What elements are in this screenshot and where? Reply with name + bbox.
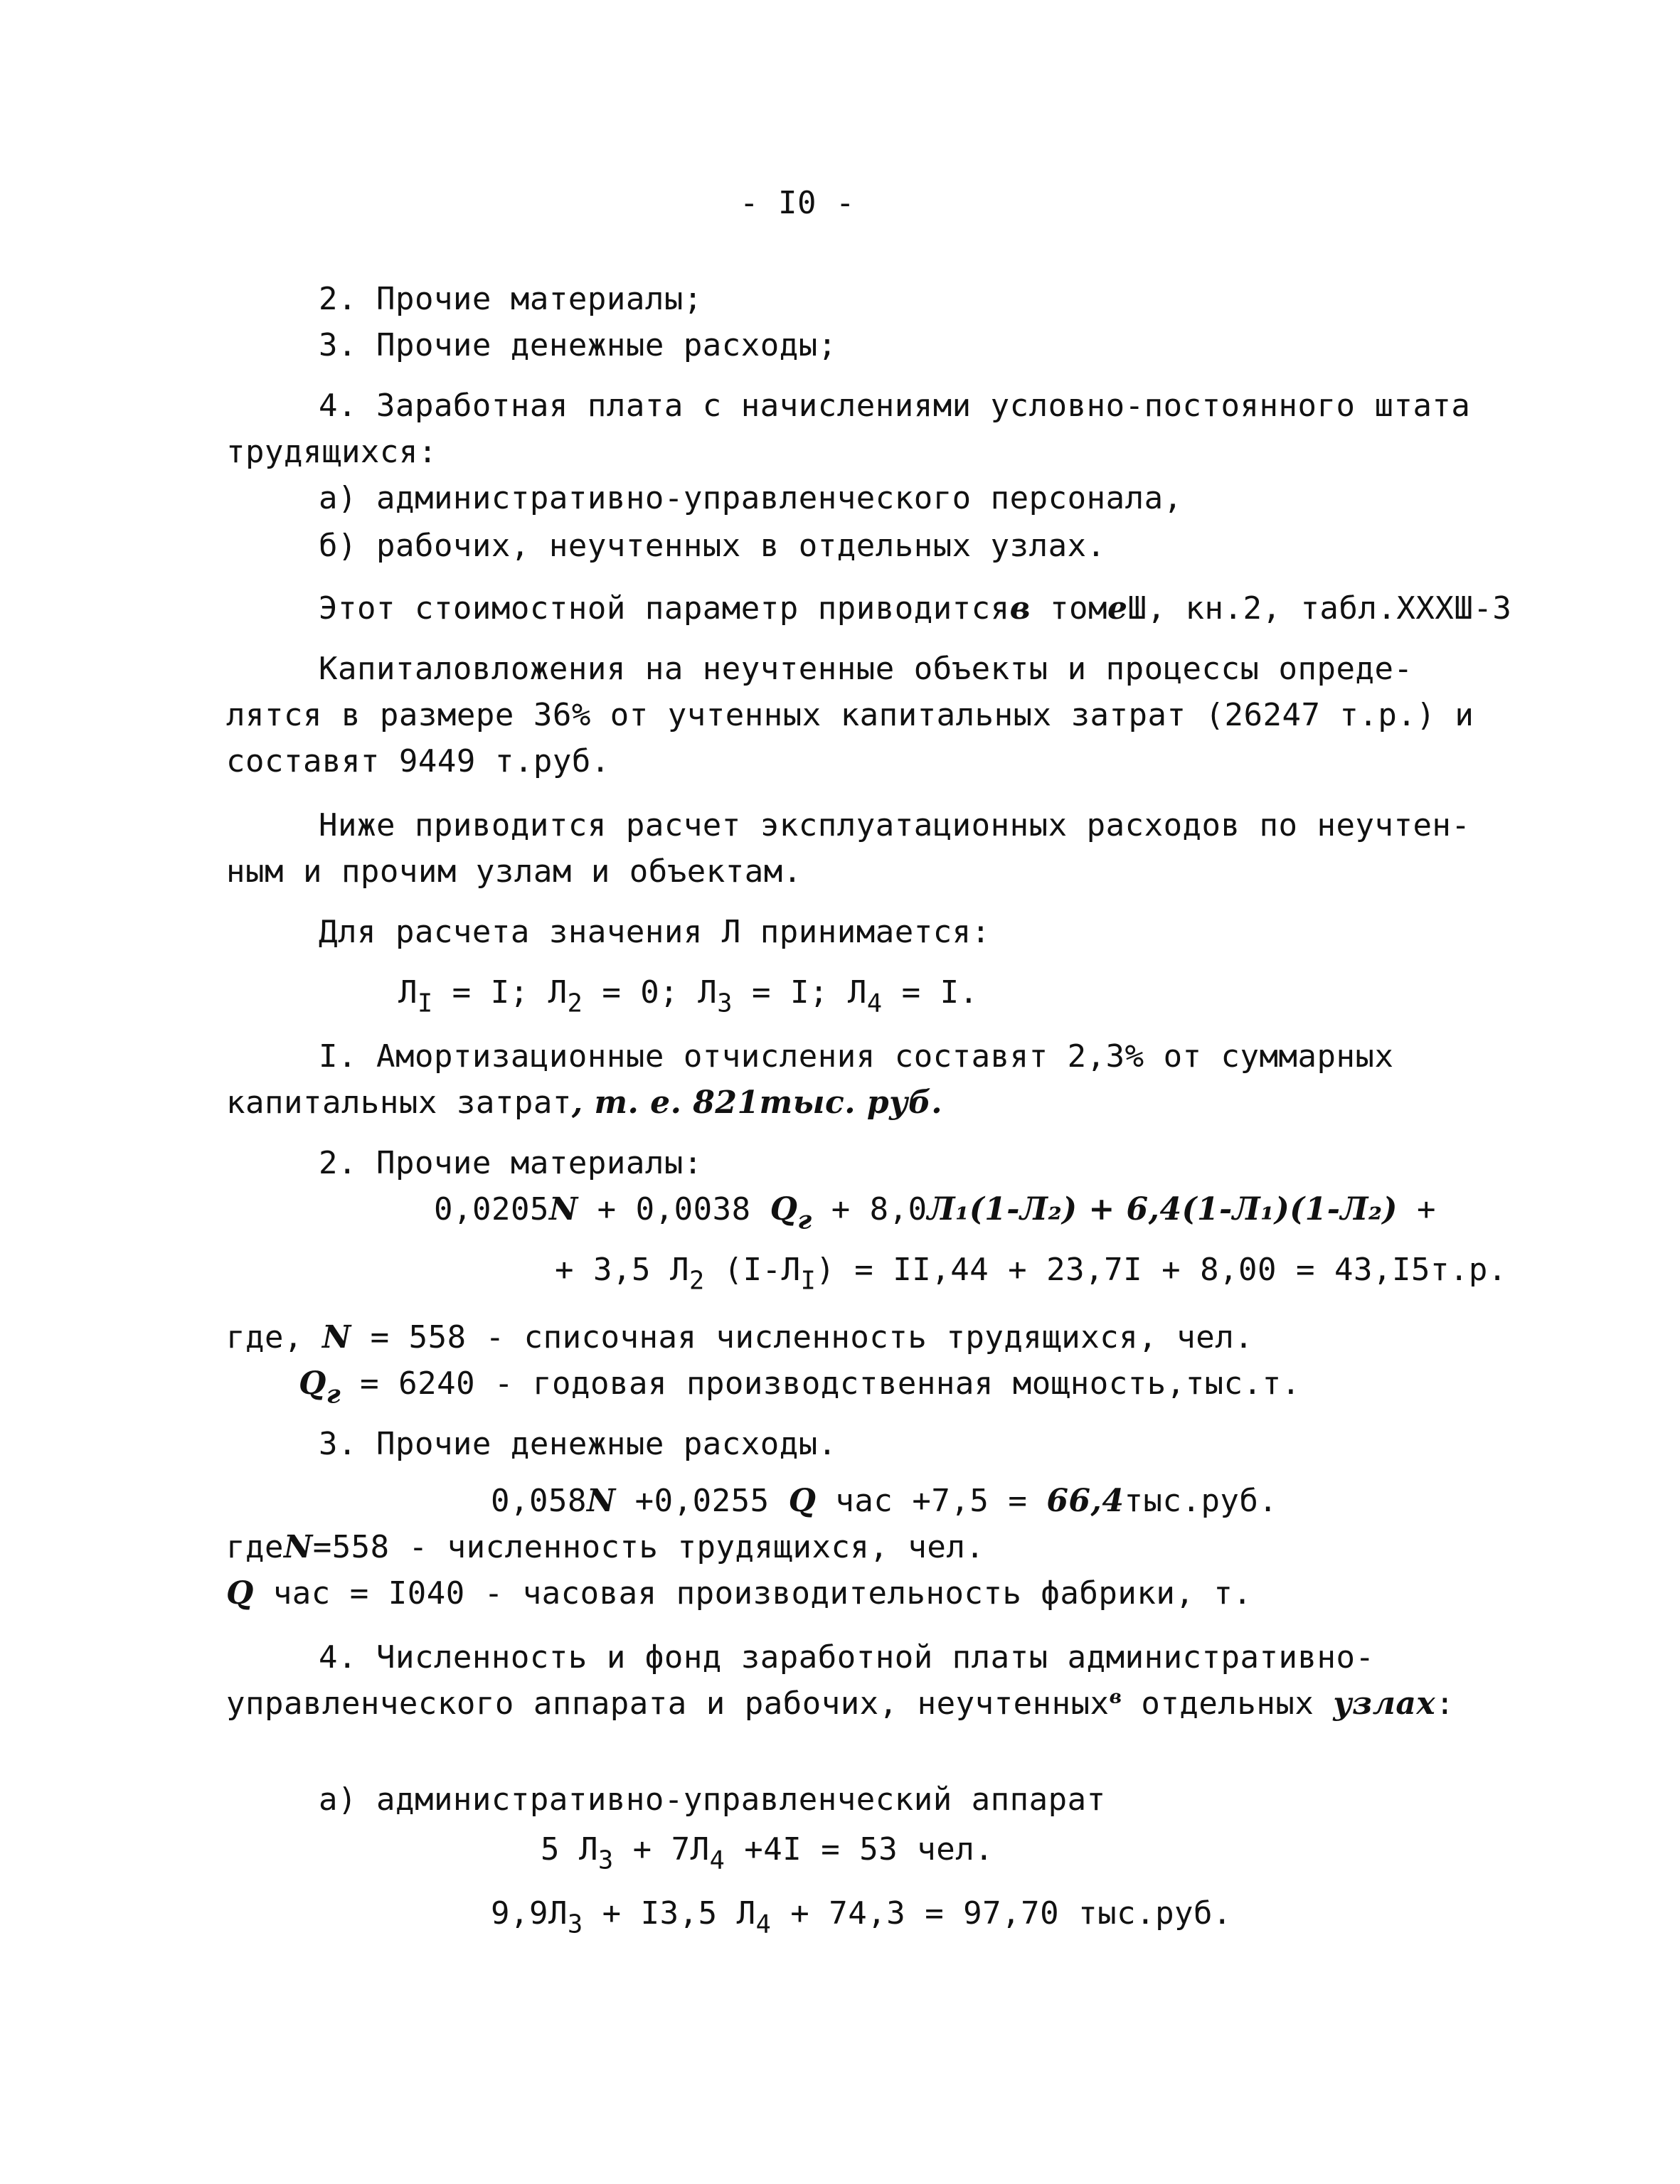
calc-intro-line1: Ниже приводится расчет эксплуатационных расходов по неучтен- (319, 807, 1471, 843)
lambda-4-value: = I. (882, 974, 979, 1011)
colon: : (1435, 1685, 1455, 1722)
staff-text-2: отдельных (1122, 1685, 1334, 1722)
where-label: где, (226, 1319, 322, 1355)
lambda-4-index: 4 (866, 989, 883, 1018)
lambda-3-index: 3 (717, 989, 733, 1018)
handwritten-N: N (321, 1319, 351, 1355)
result-unit: тыс.руб. (1124, 1483, 1278, 1519)
reference-text-before: Этот стоимостной параметр приводится (319, 590, 1010, 627)
coef-1: 0,0205 (434, 1191, 549, 1227)
handwritten-word: узлах (1333, 1685, 1436, 1722)
handwritten-amount: , т. е. 821тыс. руб. (571, 1085, 943, 1121)
term-b: + 7Л (613, 1831, 710, 1868)
amortization-line1: I. Амортизационные отчисления составят 2,3% от суммарных (319, 1038, 1394, 1075)
handwritten-N: N (283, 1529, 313, 1565)
capital-line3: составят 9449 т.руб. (226, 743, 610, 779)
handwritten-Q: Q (299, 1365, 326, 1402)
lambda-values (398, 974, 979, 1018)
lambda-1-index: I (418, 989, 433, 1018)
handwritten-Q: Q (788, 1483, 817, 1519)
plus-sign: + (1397, 1191, 1436, 1227)
item4-line1: 4. Заработная плата с начислениями условно-постоянного штата (319, 388, 1471, 424)
staff-line1: 4. Численность и фонд заработной платы административно- (319, 1639, 1375, 1676)
term-a-index: 3 (597, 1845, 614, 1875)
reference-text-mid: том (1031, 590, 1108, 627)
handwritten-Q: Q (226, 1575, 254, 1612)
term-a-index: 3 (567, 1909, 583, 1939)
capital-line1: Капиталовложения на неучтенные объекты и процессы опреде- (319, 651, 1413, 687)
handwritten-Q: Q (770, 1191, 798, 1227)
materials-formula-1 (434, 1191, 1436, 1235)
term-b: (I-Л (704, 1252, 801, 1288)
other-expenses-title: 3. Прочие денежные расходы. (319, 1426, 837, 1462)
term-a: + 3,5 Л (555, 1252, 689, 1288)
capital-line2: лятся в размере 36% от учтенных капитальных затрат (26247 т.р.) и (226, 697, 1474, 733)
materials-formula-2 (555, 1252, 1507, 1296)
term-b-index: I (800, 1266, 817, 1296)
admin-apparatus-title: а) административно-управленческий аппарат (319, 1781, 1106, 1818)
other-expenses-where-2 (226, 1575, 1252, 1613)
handwritten-N: N (586, 1483, 616, 1519)
coef-1: 0,058 (491, 1483, 587, 1519)
reference-text-after: Ш, кн.2, табл.ХХХШ-3 (1127, 590, 1512, 627)
calc-intro-line2: ным и прочим узлам и объектам. (226, 853, 802, 890)
amortization-text: капитальных затрат (226, 1085, 572, 1121)
coef-2: + 0,0038 (578, 1191, 770, 1227)
handwritten-Q-index: г (326, 1380, 341, 1410)
admin-formula-1 (541, 1831, 994, 1875)
lambda-1: Л (398, 974, 418, 1011)
handwritten-result: 66,4 (1046, 1483, 1125, 1519)
payroll-result: + 74,3 = 97,70 тыс.руб. (771, 1895, 1233, 1932)
term-b: + I3,5 Л (583, 1895, 756, 1932)
term-a-index: 2 (689, 1266, 705, 1296)
where-Q-definition: час = I040 - часовая производительность фабрики, т. (253, 1575, 1253, 1612)
lambda-3: Л (698, 974, 718, 1011)
item4-line2: трудящихся: (226, 434, 437, 470)
lambda-2-value: = 0; (583, 974, 698, 1011)
handwritten-ending: е (1107, 590, 1128, 627)
term-b-index: 4 (709, 1845, 725, 1875)
lambda-3-value: = I; (732, 974, 848, 1011)
handwritten-insertion: в (1109, 1685, 1122, 1708)
item4-b: б) рабочих, неучтенных в отдельных узлах. (319, 528, 1106, 564)
materials-result: ) = II,44 + 23,7I + 8,00 = 43,I5т.р. (816, 1252, 1507, 1288)
header-item-3: 3. Прочие денежные расходы; (319, 327, 837, 363)
item4-a: а) административно-управленческого персонала, (319, 480, 1183, 516)
admin-formula-2 (491, 1895, 1233, 1939)
where-Q-definition: = 6240 - годовая производственная мощность,тыс.т. (341, 1365, 1301, 1402)
lambda-2: Л (548, 974, 568, 1011)
where-label: где (226, 1529, 284, 1565)
lambda-2-index: 2 (567, 989, 583, 1018)
lambda-4: Л (847, 974, 867, 1011)
term-b-index: 4 (755, 1909, 772, 1939)
formula-tail: час +7,5 = (816, 1483, 1047, 1519)
handwritten-lambda-term: Л₁(1-Л₂) + 6,4(1-Л₁)(1-Л₂) (927, 1191, 1398, 1227)
lambda-intro: Для расчета значения Л принимается: (319, 914, 991, 950)
lambda-1-value: = I; (432, 974, 548, 1011)
where-N-definition: = 558 - списочная численность трудящихся, чел. (351, 1319, 1254, 1355)
staff-line2 (226, 1685, 1455, 1723)
term-a: 9,9Л (491, 1895, 568, 1932)
page-number: - I0 - (740, 185, 855, 221)
handwritten-preposition: в (1009, 590, 1031, 627)
coef-3: + 8,0 (812, 1191, 927, 1227)
staff-text: управленческого аппарата и рабочих, неучтенных (226, 1685, 1110, 1722)
materials-where-2 (299, 1365, 1301, 1410)
reference-line (319, 590, 1511, 628)
handwritten-Q-index: г (797, 1205, 812, 1235)
handwritten-N: N (548, 1191, 578, 1227)
headcount-result: +4I = 53 чел. (725, 1831, 994, 1868)
term-a: 5 Л (541, 1831, 598, 1868)
other-expenses-where-1 (226, 1529, 984, 1567)
amortization-line2 (226, 1085, 942, 1122)
coef-2: +0,0255 (615, 1483, 789, 1519)
materials-title: 2. Прочие материалы: (319, 1145, 703, 1181)
other-expenses-formula (491, 1483, 1277, 1520)
materials-where-1 (226, 1319, 1253, 1357)
where-N-definition: =558 - численность трудящихся, чел. (312, 1529, 985, 1565)
header-item-2: 2. Прочие материалы; (319, 281, 703, 317)
